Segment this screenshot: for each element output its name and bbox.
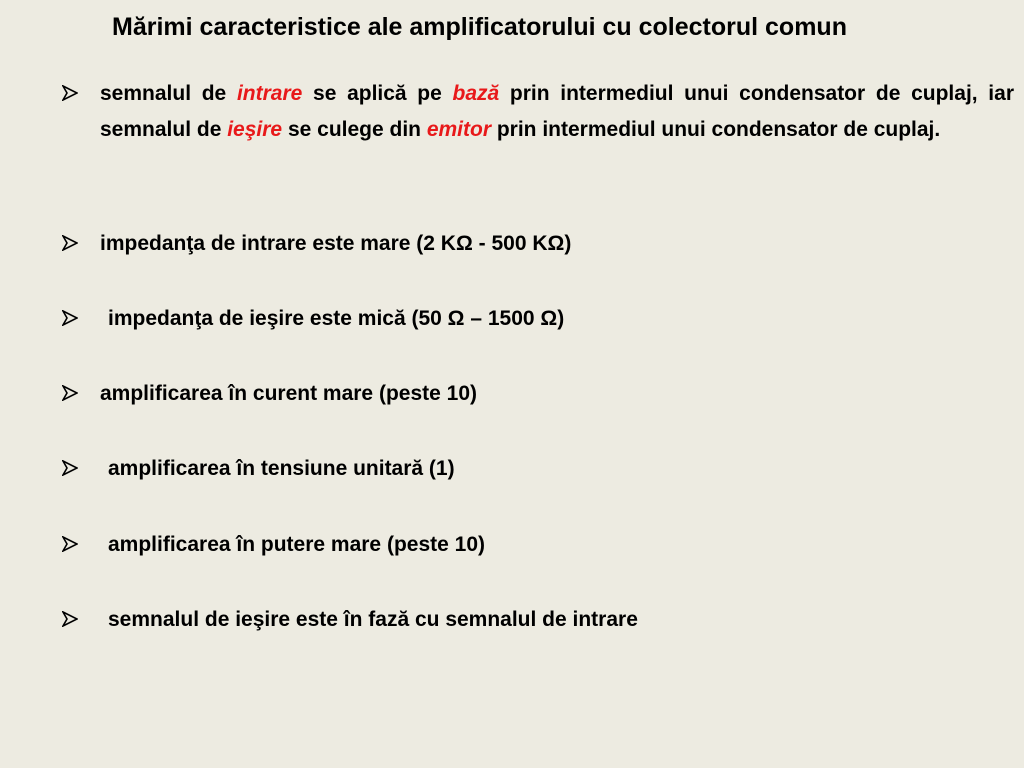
bullet-text: amplificarea în curent mare (peste 10) [100, 382, 477, 405]
bullet-text-segment: se culege din [282, 118, 427, 141]
bullet-text: amplificarea în putere mare (peste 10) [108, 533, 485, 556]
bullet-text [100, 76, 1014, 148]
arrowhead-bullet-icon [62, 226, 84, 260]
bullet-item [62, 376, 1014, 412]
arrowhead-bullet-icon [62, 527, 84, 561]
highlight-term: ieşire [227, 118, 283, 141]
bullet-item [62, 76, 1014, 148]
bullet-item [62, 527, 1014, 563]
arrowhead-bullet-icon [62, 451, 84, 485]
highlight-term: intrare [236, 82, 303, 105]
bullet-text-segment: prin intermediul unui condensator de cuplaj. [491, 118, 941, 141]
arrowhead-bullet-icon [62, 376, 84, 410]
bullet-text: semnalul de ieşire este în fază cu semnalul de intrare [108, 608, 638, 631]
bullet-item [62, 451, 1014, 487]
slide-title: Mărimi caracteristice ale amplificatorului cu colectorul comun [112, 13, 847, 41]
arrowhead-bullet-icon [62, 301, 84, 335]
arrowhead-bullet-icon [62, 76, 84, 110]
bullet-item [62, 301, 1014, 337]
bullet-text: impedanţa de ieşire este mică (50 Ω – 1500 Ω) [108, 307, 565, 330]
highlight-term: bază [452, 82, 500, 105]
highlight-term: emitor [426, 118, 492, 141]
bullet-item [62, 602, 1014, 638]
bullet-item [62, 226, 1014, 262]
arrowhead-bullet-icon [62, 602, 84, 636]
bullet-text: impedanţa de intrare este mare (2 KΩ - 500 KΩ) [100, 232, 572, 255]
bullet-text-segment: prin intermediul unui condensator de cuplaj, iar semnalul de [100, 82, 1014, 141]
bullet-text-segment: semnalul de [100, 82, 237, 105]
bullet-text-segment: se aplică pe [302, 82, 453, 105]
bullet-text: amplificarea în tensiune unitară (1) [108, 457, 455, 480]
